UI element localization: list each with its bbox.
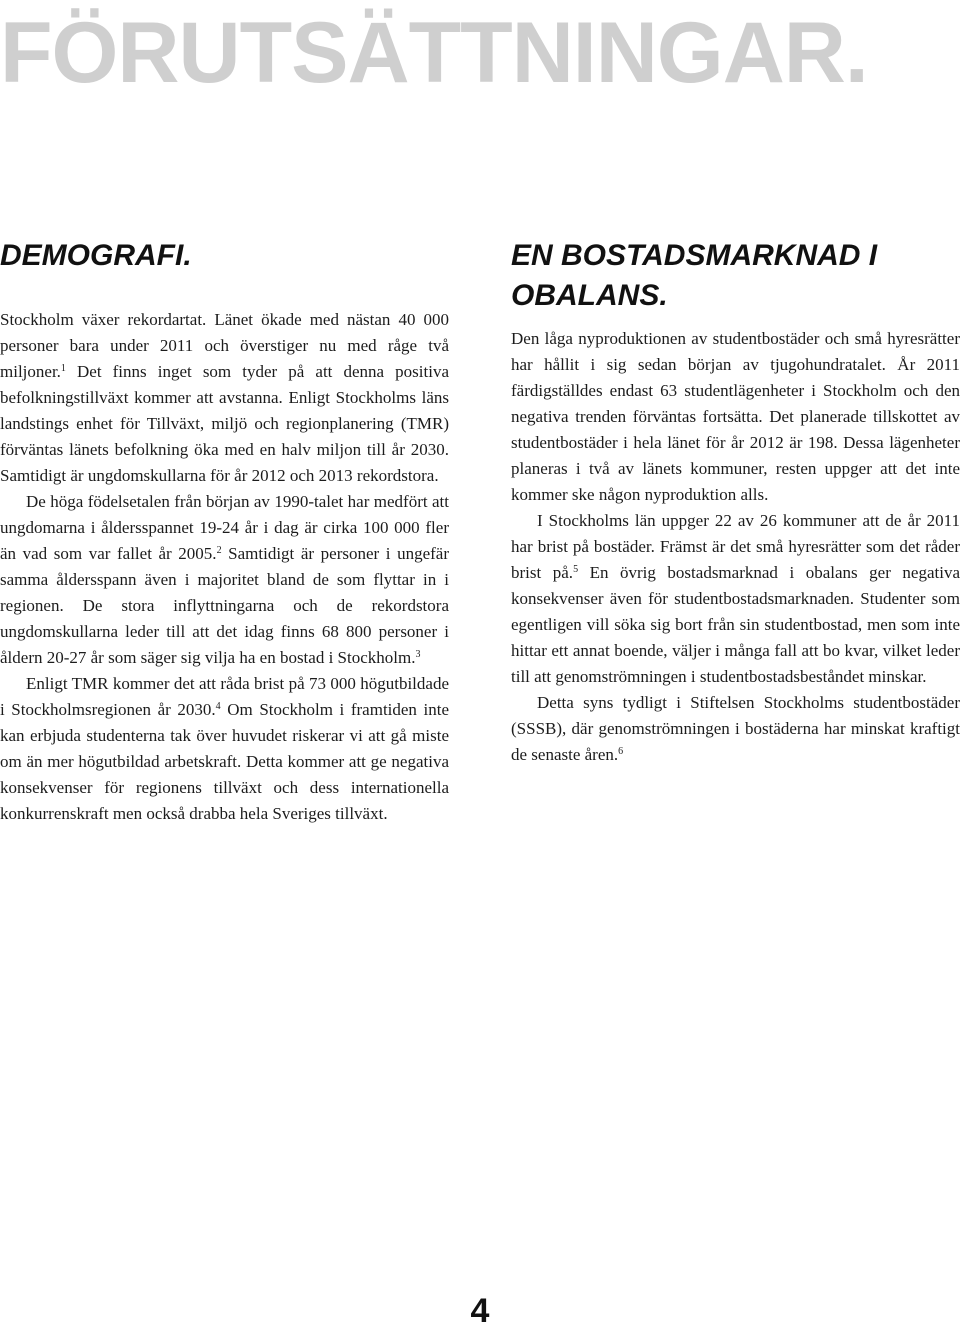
right-column-body [511, 326, 960, 768]
section-heading-demografi: DEMOGRAFI. [0, 239, 192, 272]
paragraph-text: Den låga nyproduktionen av studentbostäder och små hyresrätter har hållit i sig sedan början av tjugohundratalet. År 2011 färdigställdes endast 63 studentlägenheter i Stockholm och den negativa trenden förväntas fortsätta. Det planerade tillskottet av studentbostäder i hela länet för år 2012 är 198. Dessa lägenheter planeras i två av länets kommuner, resten uppger att det inte kommer ske någon nyproduktion alls. [511, 329, 960, 504]
body-paragraph [0, 307, 449, 489]
banner-title: FÖRUTSÄTTNINGAR. [0, 8, 868, 98]
paragraph-text: Stockholm växer rekordartat. Länet ökade med nästan 40 000 personer bara under 2011 och överstiger nu med råge två miljoner. [0, 310, 449, 381]
body-paragraph [511, 326, 960, 508]
footnote-marker: 2 [216, 545, 222, 556]
body-paragraph [511, 508, 960, 690]
page-number: 4 [470, 1292, 490, 1330]
left-column-body [0, 307, 449, 827]
footnote-marker: 1 [60, 363, 66, 374]
paragraph-text: I Stockholms län uppger 22 av 26 kommuner att de år 2011 har brist på bostäder. Främst är det små hyresrätter som det råder brist på. [511, 511, 960, 582]
footnote-marker: 5 [573, 564, 579, 575]
paragraph-text: En övrig bostadsmarknad i obalans ger negativa konsekvenser även för studentbostadsmarknaden. Studenter som egentligen vill söka sig bort från sin studentbostad, men som inte hittar ett annat boende, väljer i många fall att bo kvar, vilket leder till att genomströmningen i studentbostadsbeståndet minskar. [511, 563, 960, 686]
paragraph-text: De höga födelsetalen från början av 1990-talet har medfört att ungdomarna i åldersspannet 19-24 år i dag är cirka 100 000 fler än vad som var fallet år 2005. [0, 492, 449, 563]
paragraph-text: Detta syns tydligt i Stiftelsen Stockholms studentbostäder (SSSB), där genomströmningen i bostäderna har minskat kraftigt de senaste åren. [511, 693, 960, 764]
right-column [511, 236, 960, 768]
footnote-marker: 3 [415, 649, 421, 660]
left-column [0, 236, 449, 827]
body-paragraph [511, 690, 960, 768]
paragraph-text: Om Stockholm i framtiden inte kan erbjuda studenterna tak över huvudet riskerar vi att gå miste om än mer högutbildad arbetskraft. Detta kommer att ge negativa konsekvenser för regionens tillväxt och dess internationella konkurrenskraft men också drabba hela Sveriges tillväxt. [0, 700, 449, 823]
paragraph-text: Det finns inget som tyder på att denna positiva befolkningstillväxt kommer att avstanna. Enligt Stockholms läns landstings enhet för Tillväxt, miljö och regionplanering (TMR) förväntas länets befolkning öka med en halv miljon till år 2030. Samtidigt är ungdomskullarna för år 2012 och 2013 rekordstora. [0, 362, 449, 485]
footnote-marker: 6 [618, 746, 624, 757]
section-heading-bostadsmarknad: EN BOSTADSMARKNAD I OBALANS. [511, 239, 878, 312]
paragraph-text: Samtidigt är personer i ungefär samma åldersspann även i majoritet bland de som flyttar in i regionen. De stora inflyttningarna och de rekordstora ungdomskullarna leder till att det idag finns 68 800 personer i åldern 20-27 år som säger sig vilja ha en bostad i Stockholm. [0, 544, 449, 667]
footnote-marker: 4 [215, 701, 221, 712]
body-paragraph [0, 671, 449, 827]
body-paragraph [0, 489, 449, 671]
paragraph-text: Enligt TMR kommer det att råda brist på 73 000 högutbildade i Stockholmsregionen år 2030. [0, 674, 449, 719]
